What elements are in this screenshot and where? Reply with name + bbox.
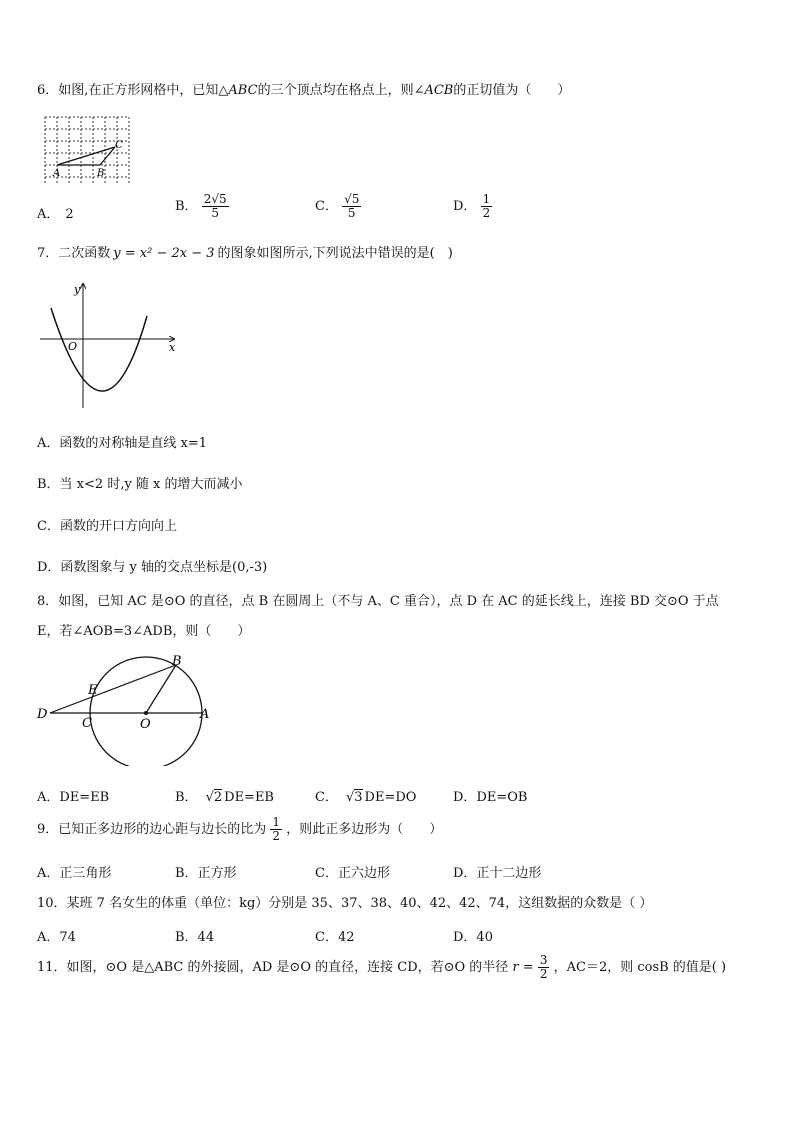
q9-option-c: C．正六边形 [315, 866, 390, 881]
q8-label-c: C [82, 716, 92, 731]
q8-label-e: E [88, 683, 98, 698]
q10-option-b: B．44 [175, 930, 215, 945]
q9-fraction: $\frac{1}{2}$ [272, 815, 281, 843]
q11-fraction: $\frac{3}{2}$ [539, 953, 548, 981]
q6-grid-figure [42, 113, 134, 187]
q6-option-b-fraction: $\frac{2√5}{5}$ [203, 192, 227, 220]
q7-label-origin: O [68, 340, 78, 353]
q6-label-c: C [115, 140, 123, 151]
q7-option-c: C．函数的开口方向向上 [37, 519, 177, 534]
q6-label-a: A [53, 168, 61, 179]
q10-option-d: D．40 [453, 930, 493, 945]
q8-center-dot [144, 711, 148, 715]
q8-circle-figure [34, 652, 214, 766]
q7-parabola-figure [36, 280, 182, 412]
q7-formula: y = x² − 2x − 3 [113, 246, 215, 261]
q11-stem: 11．如图，⊙O 是△ABC 的外接圆，AD 是⊙O 的直径，连接 CD，若⊙O 的半径 r = $\frac{3}{2}$ ，AC＝2，则 cosB 的值是( ) [37, 953, 727, 981]
q7-option-a: A．函数的对称轴是直线 x=1 [37, 436, 208, 451]
q8-option-c-radicand: 3 [354, 790, 363, 805]
q8-stem-line2: E，若∠AOB=3∠ADB，则（ ） [37, 624, 251, 639]
q6-option-a: A． 2 [37, 207, 74, 222]
q7-option-b: B．当 x<2 时,y 随 x 的增大而减小 [37, 477, 243, 492]
q9-option-a: A．正三角形 [37, 866, 112, 881]
q9-stem: 9．已知正多边形的边心距与边长的比为 $\frac{1}{2}$ ，则此正多边形为（ ） [37, 815, 443, 843]
q6-stem: 6．如图,在正方形网格中，已知△ABC的三个顶点均在格点上，则∠ACB的正切值为（ ） [37, 83, 571, 98]
q10-option-a: A．74 [37, 930, 76, 945]
q9-option-d: D．正十二边形 [453, 866, 542, 881]
q8-line-db [50, 665, 176, 713]
q7-label-x: x [169, 341, 176, 354]
q8-option-d: D．DE=OB [453, 790, 528, 805]
q9-option-b: B．正方形 [175, 866, 237, 881]
q6-label-b: B [97, 168, 105, 179]
q8-label-a: A [200, 707, 210, 722]
q8-label-o: O [140, 717, 151, 732]
q6-option-c: C． $\frac{√5}{5}$ [315, 192, 360, 220]
q6-option-d: D． $\frac{1}{2}$ [453, 192, 491, 220]
q6-option-b: B． $\frac{2√5}{5}$ [175, 192, 227, 220]
q7-parabola-curve [51, 308, 147, 391]
q8-option-a: A．DE=EB [37, 790, 110, 805]
q8-option-b-radicand: 2 [213, 790, 223, 805]
q8-line-ob [146, 665, 176, 713]
q8-label-b: B [172, 654, 182, 669]
q8-label-d: D [37, 707, 48, 722]
q10-option-c: C．42 [315, 930, 355, 945]
q6-option-d-fraction: $\frac{1}{2}$ [482, 192, 491, 220]
q8-stem-line1: 8．如图，已知 AC 是⊙O 的直径，点 B 在圆周上（不与 A、C 重合），点 D 在 AC 的延长线上，连接 BD 交⊙O 于点 [37, 594, 719, 609]
q6-option-c-fraction: $\frac{√5}{5}$ [344, 192, 360, 220]
q10-stem: 10．某班 7 名女生的体重（单位：kg）分别是 35、37、38、40、42、42、74，这组数据的众数是（ ） [37, 896, 653, 911]
q8-option-b: B． √2 DE=EB [175, 790, 274, 805]
q7-stem: 7．二次函数 y = x² − 2x − 3 的图象如图所示,下列说法中错误的是( ) [37, 246, 453, 261]
q8-option-c: C． √3 DE=DO [315, 790, 417, 805]
q7-label-y: y [74, 283, 81, 296]
q7-option-d: D．函数图象与 y 轴的交点坐标是(0,-3) [37, 560, 268, 575]
